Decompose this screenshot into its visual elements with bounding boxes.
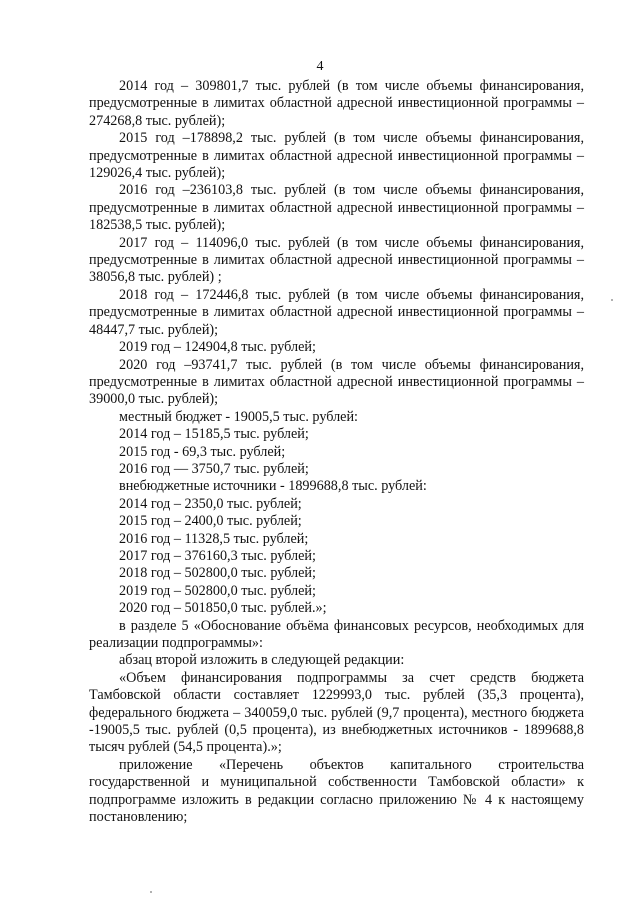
funding-2020-paragraph: 2020 год –93741,7 тыс. рублей (в том числе объемы финансирования, предусмотренные в лимитах областной адресной инвестиционной программы – 39000,0 тыс. рублей); [89, 356, 584, 408]
appendix-paragraph: приложение «Перечень объектов капитального строительства государственной и муниципальной собственности Тамбовской области» к подпрограмме изложить в редакции согласно приложению № 4 к настоящему постановлению; [89, 756, 584, 826]
extra-budget-2020: 2020 год – 501850,0 тыс. рублей.»; [119, 600, 327, 617]
scan-speck [611, 299, 613, 301]
funding-summary-quote: «Объем финансирования подпрограммы за счет средств бюджета Тамбовской области составляет 1229993,0 тыс. рублей (35,3 процента), федерального бюджета – 340059,0 тыс. рублей (9,7 процента), местного бюджета -19005,5 тыс. рублей (0,5 процента), из внебюджетных источников - 1899688,8 тысяч рублей (54,5 процента).»; [89, 669, 584, 756]
extra-budget-2019: 2019 год – 502800,0 тыс. рублей; [119, 582, 316, 599]
funding-2017-paragraph: 2017 год – 114096,0 тыс. рублей (в том числе объемы финансирования, предусмотренные в лимитах областной адресной инвестиционной программы – 38056,8 тыс. рублей) ; [89, 234, 584, 286]
funding-2015-paragraph: 2015 год –178898,2 тыс. рублей (в том числе объемы финансирования, предусмотренные в лимитах областной адресной инвестиционной программы – 129026,4 тыс. рублей); [89, 130, 584, 182]
extra-budget-header: внебюджетные источники - 1899688,8 тыс. рублей: [119, 478, 427, 495]
paragraph-two-instruction: абзац второй изложить в следующей редакции: [119, 652, 405, 669]
scan-speck [150, 891, 152, 893]
funding-2018-paragraph: 2018 год – 172446,8 тыс. рублей (в том числе объемы финансирования, предусмотренные в лимитах областной адресной инвестиционной программы – 48447,7 тыс. рублей); [89, 286, 584, 338]
extra-budget-2017: 2017 год – 376160,3 тыс. рублей; [119, 547, 316, 564]
local-budget-2014: 2014 год – 15185,5 тыс. рублей; [119, 426, 309, 443]
extra-budget-2014: 2014 год – 2350,0 тыс. рублей; [119, 495, 302, 512]
local-budget-2015: 2015 год - 69,3 тыс. рублей; [119, 443, 286, 460]
extra-budget-2015: 2015 год – 2400,0 тыс. рублей; [119, 513, 302, 530]
extra-budget-2018: 2018 год – 502800,0 тыс. рублей; [119, 565, 316, 582]
local-budget-header: местный бюджет - 19005,5 тыс. рублей: [119, 408, 359, 425]
document-body [89, 78, 584, 826]
funding-2014-paragraph: 2014 год – 309801,7 тыс. рублей (в том числе объемы финансирования, предусмотренные в лимитах областной адресной инвестиционной программы –274268,8 тыс. рублей); [89, 78, 584, 129]
funding-2016-paragraph: 2016 год –236103,8 тыс. рублей (в том числе объемы финансирования, предусмотренные в лимитах областной адресной инвестиционной программы –182538,5 тыс. рублей); [89, 182, 584, 234]
section5-paragraph: в разделе 5 «Обоснование объёма финансовых ресурсов, необходимых для реализации подпрограммы»: [89, 617, 584, 651]
page-number: 4 [316, 59, 324, 74]
extra-budget-2016: 2016 год – 11328,5 тыс. рублей; [119, 530, 309, 547]
funding-2019-line: 2019 год – 124904,8 тыс. рублей; [119, 339, 316, 356]
local-budget-2016: 2016 год — 3750,7 тыс. рублей; [119, 460, 309, 477]
